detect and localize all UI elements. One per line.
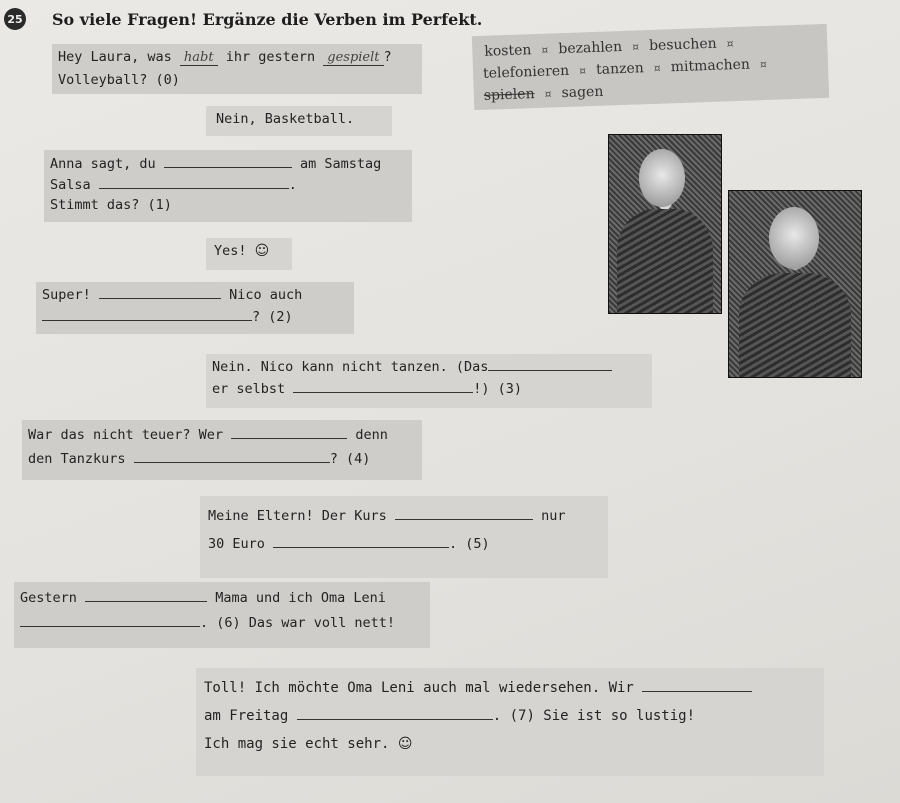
answer-blank-7b[interactable] [297,705,493,720]
bubble-text: am Samstag [299,156,382,172]
word-besuchen: besuchen [648,35,717,55]
separator-icon: ¤ [578,64,587,78]
bubble-text: . (7) Sie ist so lustig! [492,708,696,724]
word-spielen-crossed: spielen [483,86,535,104]
girl-body [739,273,851,377]
speech-bubble-reply-0 [206,106,392,136]
bubble-text: 30 Euro [208,536,265,552]
bubble-text: er selbst [212,381,286,397]
answer-blank-3b[interactable] [293,378,473,393]
answer-blank-4a[interactable] [231,424,347,439]
answer-blank-2a[interactable] [99,284,221,299]
bubble-text: Ich mag sie echt sehr. [204,736,390,752]
answer-blank-4b[interactable] [134,448,330,463]
bubble-text: nur [541,508,566,524]
separator-icon: ¤ [759,57,768,72]
bubble-text: Nein, Basketball. [216,111,355,127]
word-kosten: kosten [484,42,532,60]
speech-bubble-reply-2 [206,354,652,408]
bubble-text: Nico auch [229,287,303,303]
answer-blank-1b[interactable] [99,174,289,189]
bubble-text: am Freitag [204,708,289,724]
bubble-text: Super! [42,287,91,303]
bubble-text: ? (4) [329,451,371,467]
speech-bubble-reply-3 [200,496,608,578]
bubble-text: . (6) Das war voll nett! [200,615,396,631]
answer-blank-5a[interactable] [395,505,533,520]
bubble-text: Nein. Nico kann nicht tanzen. (Das [212,359,489,375]
bubble-text: Hey Laura, was [58,49,180,65]
word-bezahlen: bezahlen [558,38,623,58]
speech-bubble-reply-4 [196,668,824,776]
photo-girl-laura [608,134,722,314]
exercise-number-badge: 25 [4,8,26,30]
answer-blank-5b[interactable] [273,533,449,548]
answer-blank-6a[interactable] [85,587,207,602]
bubble-text: ? (2) [252,309,293,325]
speech-bubble-4 [14,582,430,648]
separator-icon: ¤ [726,37,734,51]
bubble-text: Toll! Ich möchte Oma Leni auch mal wiedersehen. Wir [204,680,634,696]
word-tanzen: tanzen [595,60,645,78]
exercise-title: So viele Fragen! Ergänze die Verben im Perfekt. [52,10,483,29]
bubble-text: . [288,177,297,193]
answer-blank-3a[interactable] [488,356,612,371]
bubble-text: Volleyball? (0) [58,72,180,88]
bubble-text: Meine Eltern! Der Kurs [208,508,387,524]
speech-bubble-0 [52,44,422,94]
bubble-text: Stimmt das? (1) [50,197,172,213]
answer-blank-1a[interactable] [164,153,292,168]
smiley-icon: ☺ [397,736,413,752]
girl-body [617,209,713,313]
bubble-text: . (5) [449,536,490,552]
word-box [472,24,829,110]
separator-icon: ¤ [653,61,662,75]
smiley-icon: ☺ [254,243,270,259]
word-telefonieren: telefonieren [482,62,570,82]
girl-face [769,207,819,269]
word-sagen: sagen [561,83,604,102]
separator-icon: ¤ [631,40,640,54]
bubble-text: ? [383,49,392,65]
bubble-text: War das nicht teuer? Wer [28,427,224,443]
bubble-text: denn [355,427,388,443]
speech-bubble-1 [44,150,412,222]
speech-bubble-2 [36,282,354,334]
bubble-text: Salsa [50,177,91,193]
handwritten-answer-gespielt: gespielt [323,50,383,66]
bubble-text: den Tanzkurs [28,451,126,467]
bubble-text: !) (3) [473,381,523,397]
answer-blank-6b[interactable] [20,612,200,627]
photo-girl-anna [728,190,862,378]
separator-icon: ¤ [541,43,549,57]
word-mitmachen: mitmachen [670,56,751,76]
bubble-text: Gestern [20,590,77,606]
bubble-text: Mama und ich Oma Leni [215,590,386,606]
bubble-text: Anna sagt, du [50,156,156,172]
bubble-text: ihr gestern [217,49,324,65]
girl-face [639,149,685,207]
separator-icon: ¤ [544,87,552,101]
bubble-text: Yes! [214,243,247,259]
answer-blank-7a[interactable] [642,677,752,692]
handwritten-answer-habt: habt [180,50,218,66]
speech-bubble-3 [22,420,422,480]
answer-blank-2b[interactable] [42,306,252,321]
speech-bubble-reply-1 [206,238,292,270]
